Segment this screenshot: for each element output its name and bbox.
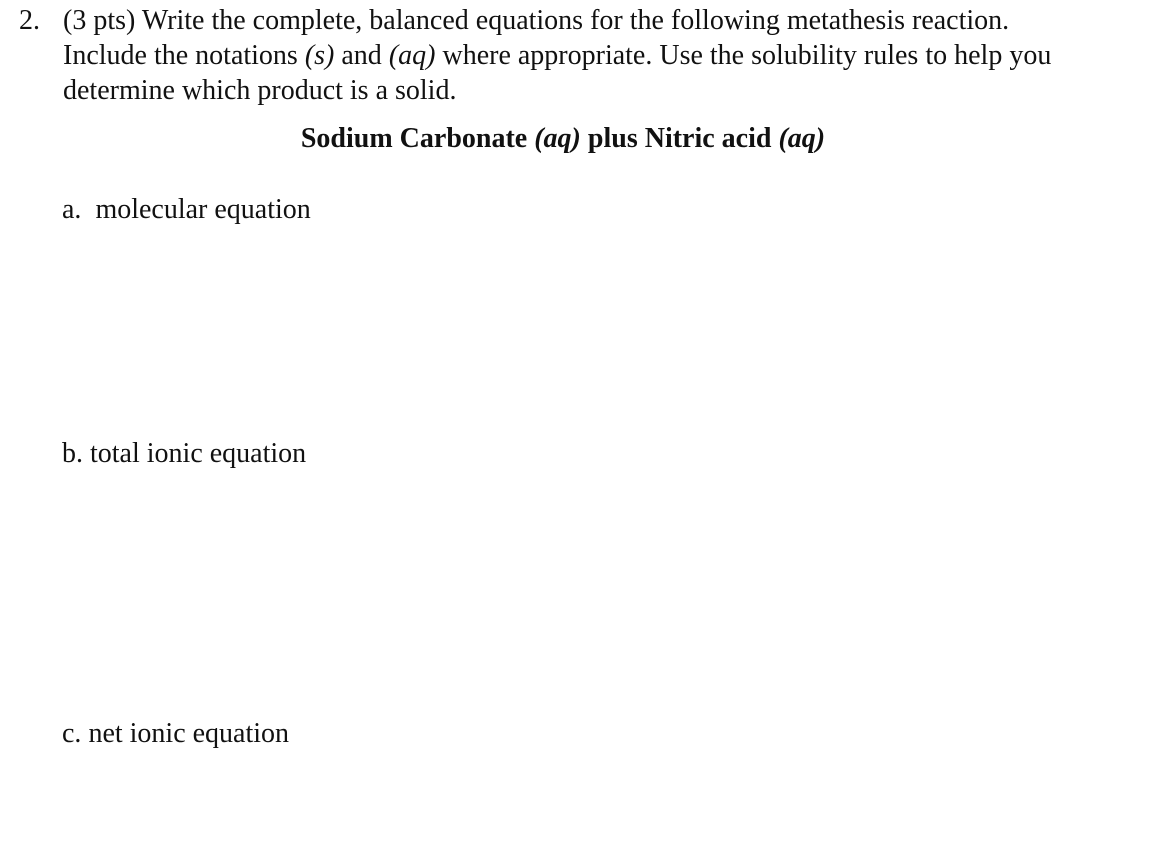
- prompt-text-2a: Include the notations: [63, 40, 298, 71]
- question-number: 2.: [19, 5, 40, 36]
- prompt-text-2c: where appropriate. Use the solubility rules to help you: [442, 40, 1052, 71]
- reactant-2: Nitric acid: [644, 123, 772, 154]
- part-b-letter: b.: [62, 438, 83, 469]
- part-b-label: total ionic equation: [90, 438, 307, 469]
- prompt-text-1: Write the complete, balanced equations for the following metathesis reaction.: [141, 5, 1010, 36]
- part-a-label: molecular equation: [95, 194, 311, 225]
- part-a-heading: [62, 192, 311, 227]
- notation-aqueous: (aq): [388, 40, 436, 71]
- notation-solid: (s): [304, 40, 335, 71]
- part-b-heading: [62, 436, 306, 471]
- reactant-1: Sodium Carbonate: [300, 123, 528, 154]
- prompt-line-1: [63, 3, 1163, 38]
- part-c-answer-space[interactable]: [62, 756, 1142, 846]
- reaction-statement: [0, 121, 1126, 156]
- reactant-2-state: (aq): [778, 123, 826, 154]
- part-c-letter: c.: [62, 718, 82, 749]
- prompt-line-2: [63, 38, 1163, 73]
- reactant-1-state: (aq): [534, 123, 581, 154]
- part-b-answer-space[interactable]: [62, 476, 1142, 701]
- question-points: (3 pts): [63, 5, 136, 36]
- part-c-heading: [62, 716, 289, 751]
- part-a-letter: a.: [62, 194, 82, 225]
- question-prompt: [63, 3, 1163, 108]
- prompt-text-2b: and: [341, 40, 382, 71]
- prompt-line-3: determine which product is a solid.: [63, 75, 457, 106]
- reaction-connector: plus: [587, 123, 638, 154]
- part-a-answer-space[interactable]: [62, 232, 1142, 422]
- part-c-label: net ionic equation: [88, 718, 290, 749]
